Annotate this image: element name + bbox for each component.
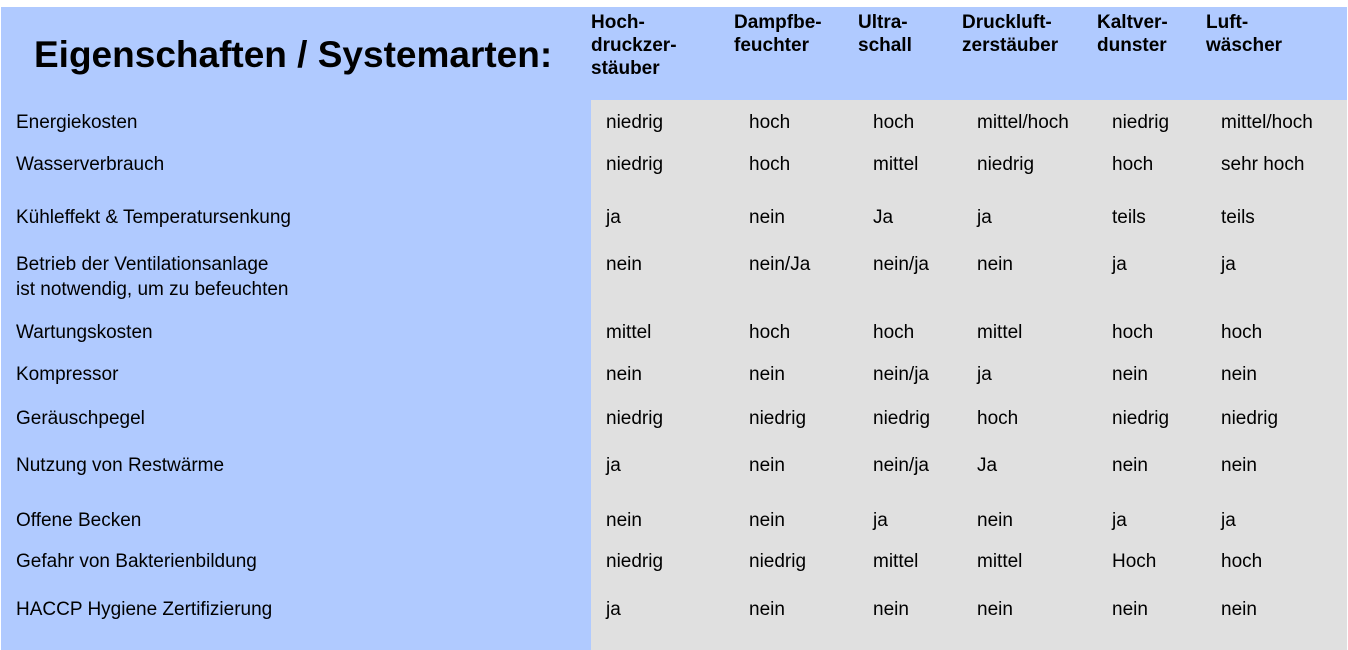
table-cell: nein [606, 364, 642, 385]
table-cell: teils [1112, 207, 1146, 228]
table-cell: niedrig [1221, 408, 1279, 429]
table-cell: niedrig [749, 551, 807, 572]
table-cell: hoch [1112, 154, 1154, 175]
table-cell: nein [1221, 455, 1257, 476]
table-cell: ja [606, 455, 621, 476]
table-cell: nein [606, 510, 642, 531]
table-cell: hoch [873, 112, 915, 133]
table-cell: Ja [873, 207, 894, 228]
table-cell: mittel [873, 154, 919, 175]
table-cell: nein [749, 207, 785, 228]
table-cell: hoch [749, 322, 791, 343]
column-header-luftwaescher: Luft- wäscher [1206, 12, 1283, 56]
table-cell: nein/ja [873, 455, 929, 476]
table-cell: nein [873, 599, 909, 620]
row-label: Wasserverbrauch [16, 154, 165, 175]
row-label: Kühleffekt & Temperatursenkung [16, 207, 291, 228]
table-cell: mittel [606, 322, 652, 343]
table-cell: nein/Ja [749, 254, 811, 275]
table-cell: ja [1112, 254, 1127, 275]
column-header-druckluftzerstaeuber: Druckluft- zerstäuber [962, 12, 1059, 56]
table-cell: Hoch [1112, 551, 1157, 572]
table-cell: ja [1112, 510, 1127, 531]
table-cell: nein/ja [873, 364, 929, 385]
table-cell: niedrig [873, 408, 931, 429]
row-label: Nutzung von Restwärme [16, 455, 225, 476]
table-cell: niedrig [606, 154, 664, 175]
table-cell: nein [977, 254, 1013, 275]
table-cell: mittel [873, 551, 919, 572]
table-cell: hoch [1221, 322, 1263, 343]
column-header-dampfbefeuchter: Dampfbe- feuchter [734, 12, 822, 56]
row-label: Energiekosten [16, 112, 138, 133]
table-cell: nein [749, 455, 785, 476]
table-cell: hoch [873, 322, 915, 343]
table-cell: niedrig [749, 408, 807, 429]
row-label: HACCP Hygiene Zertifizierung [16, 599, 273, 620]
table-cell: nein [749, 599, 785, 620]
table-cell: nein [977, 510, 1013, 531]
table-cell: teils [1221, 207, 1255, 228]
table-cell: niedrig [606, 551, 664, 572]
column-header-ultraschall: Ultra- schall [858, 12, 912, 56]
table-cell: ja [606, 599, 621, 620]
row-label: Kompressor [16, 364, 119, 385]
table-cell: mittel/hoch [1221, 112, 1313, 133]
row-label: Offene Becken [16, 510, 142, 531]
table-cell: nein [1221, 599, 1257, 620]
table-cell: hoch [749, 112, 791, 133]
table-cell: nein [1112, 455, 1148, 476]
column-header-hochdruckzerstaeuber: Hoch- druckzer- stäuber [591, 12, 677, 79]
row-label: Geräuschpegel [16, 408, 145, 429]
table-cell: nein [606, 254, 642, 275]
table-title: Eigenschaften / Systemarten: [34, 34, 553, 75]
table-cell: ja [977, 364, 992, 385]
table-cell: hoch [1112, 322, 1154, 343]
table-cell: ja [606, 207, 621, 228]
table-cell: nein [1112, 599, 1148, 620]
row-label: Wartungskosten [16, 322, 153, 343]
table-cell: nein [749, 510, 785, 531]
table-cell: mittel [977, 551, 1023, 572]
column-header-kaltverdunster: Kaltver- dunster [1097, 12, 1168, 56]
table-cell: ja [1221, 254, 1236, 275]
row-label: Betrieb der Ventilationsanlage ist notwendig, um zu befeuchten [16, 254, 289, 300]
table-cell: hoch [977, 408, 1019, 429]
table-cell: ja [1221, 510, 1236, 531]
table-cell: nein [977, 599, 1013, 620]
table-cell: nein [749, 364, 785, 385]
table-cell: nein [1112, 364, 1148, 385]
table-cell: niedrig [606, 408, 664, 429]
table-cell: sehr hoch [1221, 154, 1305, 175]
table-cell: hoch [749, 154, 791, 175]
table-cell: ja [977, 207, 992, 228]
table-cell: niedrig [977, 154, 1035, 175]
row-label: Gefahr von Bakterienbildung [16, 551, 257, 572]
table-cell: niedrig [1112, 112, 1170, 133]
table-cell: niedrig [1112, 408, 1170, 429]
table-cell: nein [1221, 364, 1257, 385]
table-cell: nein/ja [873, 254, 929, 275]
table-cell: mittel [977, 322, 1023, 343]
table-cell: hoch [1221, 551, 1263, 572]
table-cell: ja [873, 510, 888, 531]
table-cell: mittel/hoch [977, 112, 1069, 133]
comparison-table [1, 7, 1347, 650]
table-cell: niedrig [606, 112, 664, 133]
table-cell: Ja [977, 455, 998, 476]
